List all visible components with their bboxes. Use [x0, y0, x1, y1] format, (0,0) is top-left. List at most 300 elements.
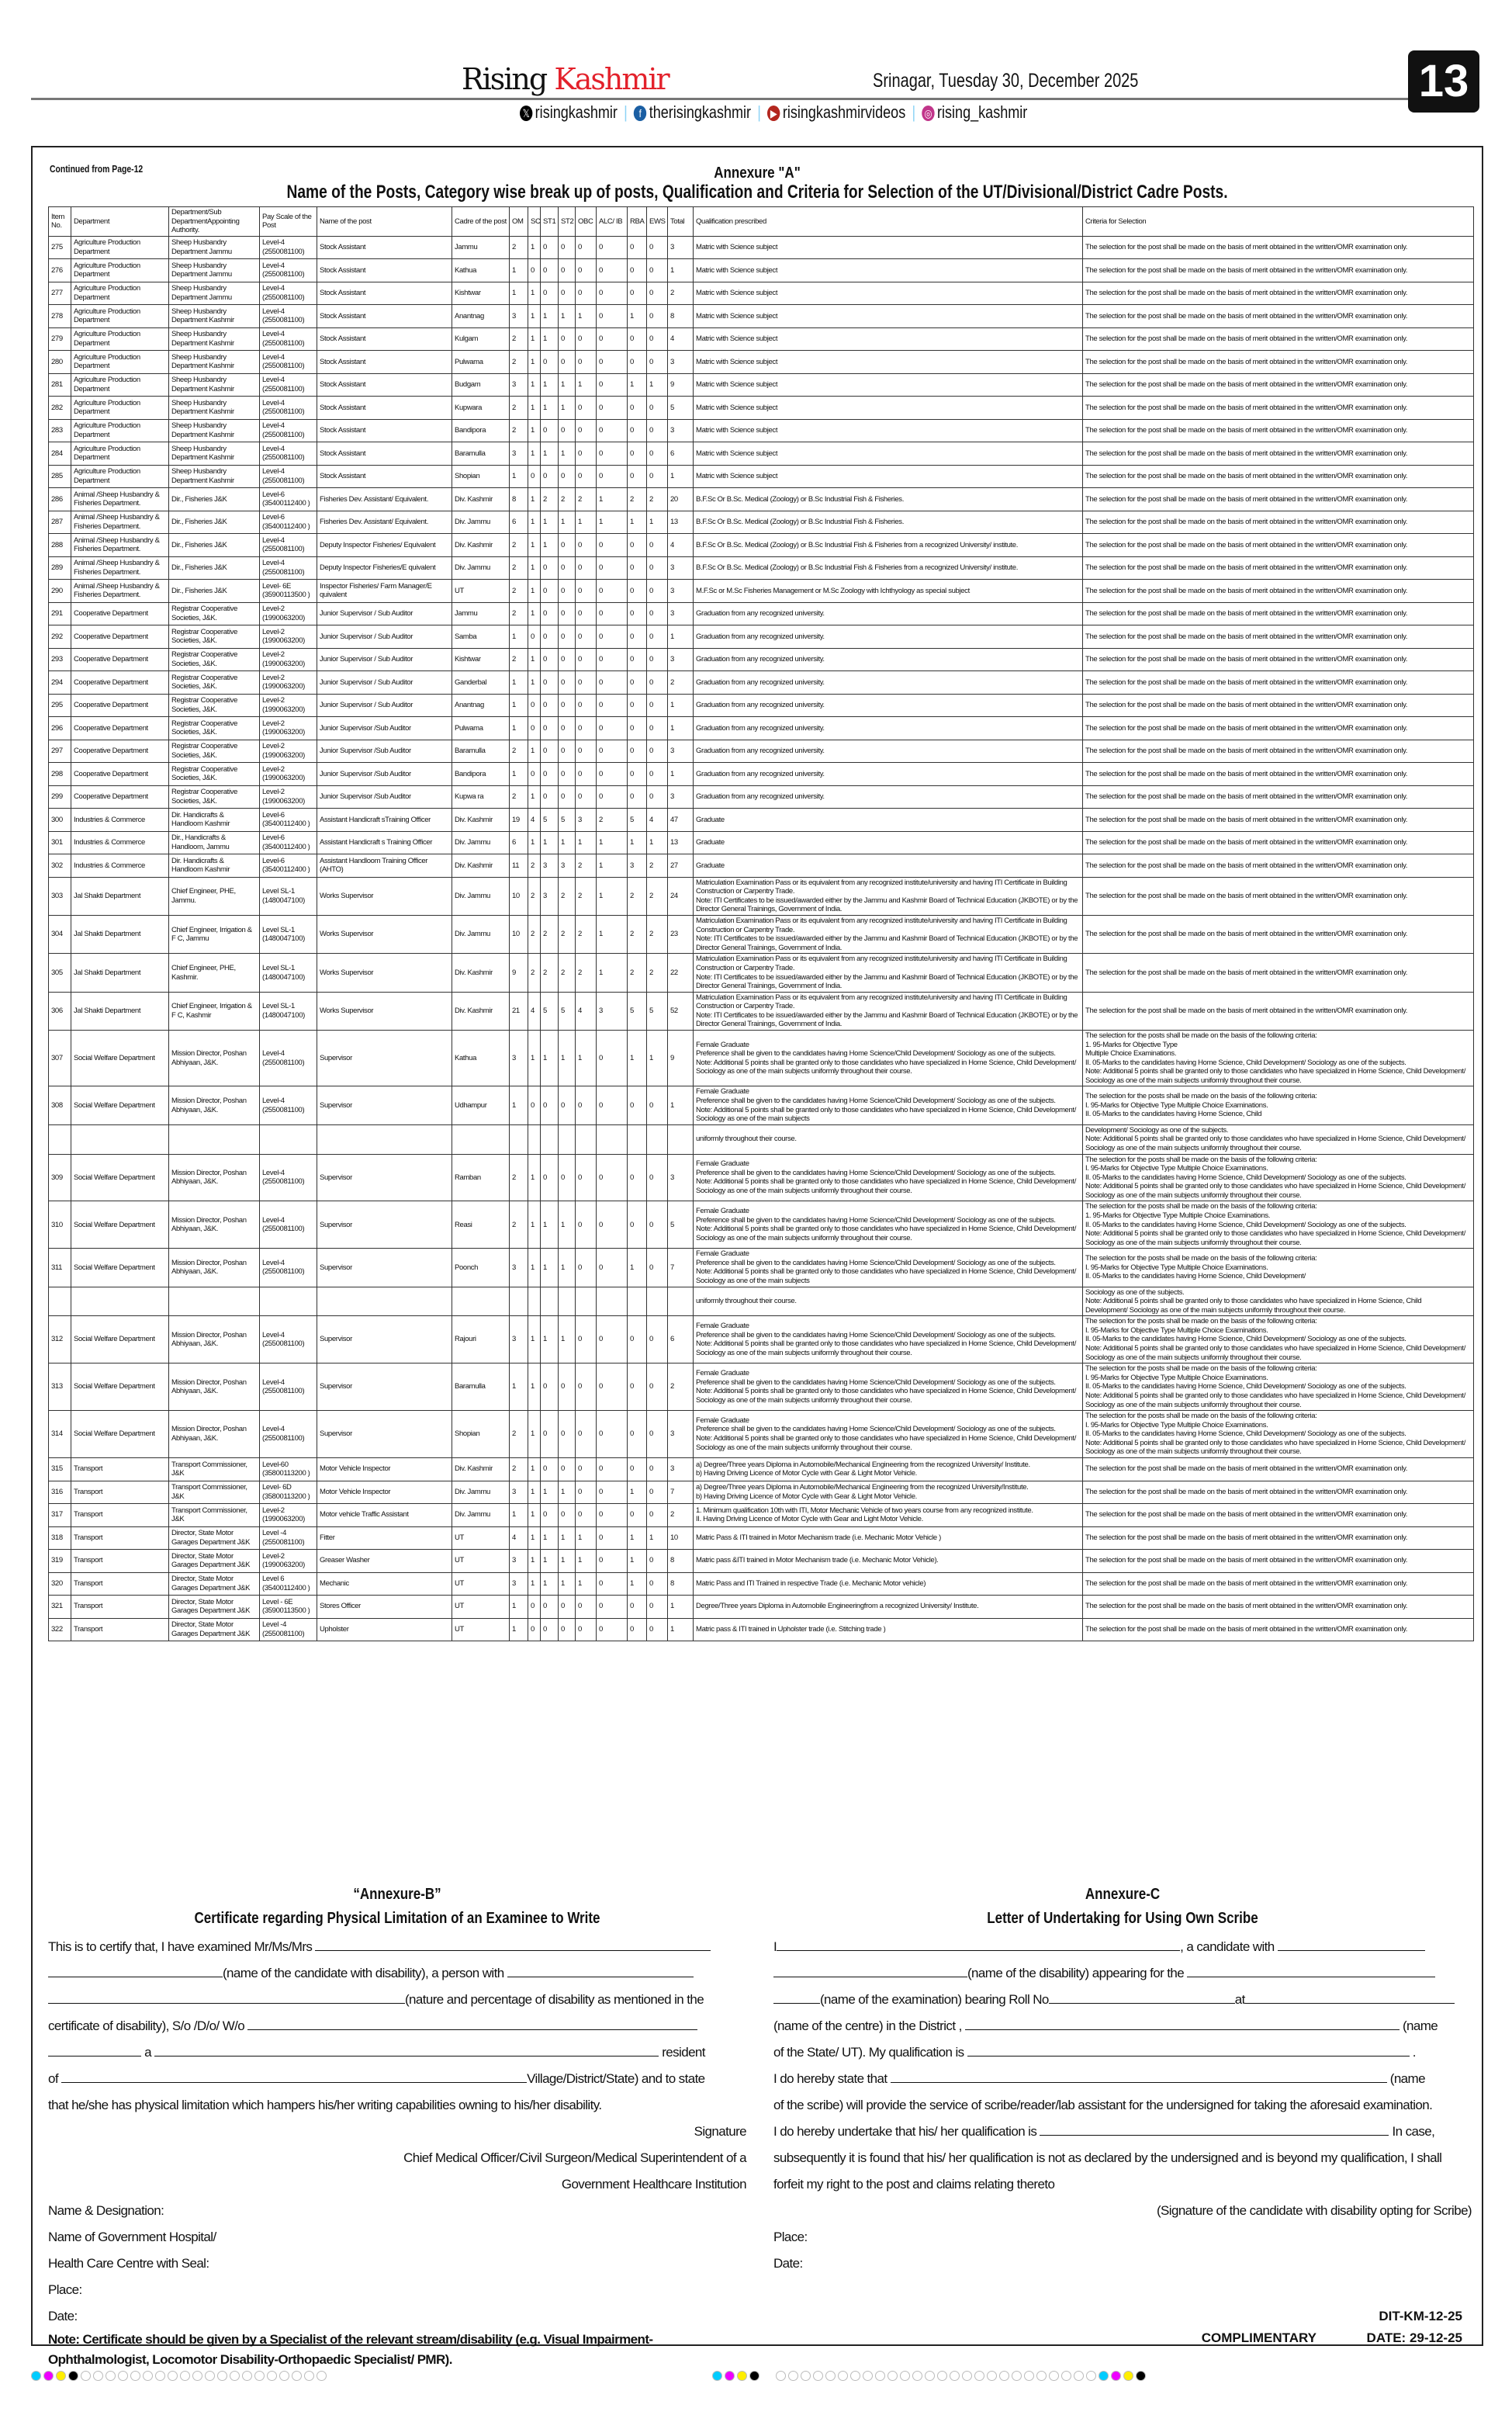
table-cell: 2	[559, 954, 576, 992]
table-cell: 0	[628, 1618, 647, 1641]
table-cell: Level-4 (2550081100)	[260, 1086, 317, 1124]
table-cell: The selection for the post shall be made on the basis of merit obtained in the written/OMR examination only.	[1083, 282, 1474, 305]
table-cell: 1	[528, 1249, 541, 1287]
table-cell: Junior Supervisor / Sub Auditor	[317, 602, 452, 625]
table-cell: 0	[647, 351, 668, 374]
table-cell: 0	[628, 671, 647, 695]
table-cell: 308	[49, 1086, 71, 1124]
table-cell: 309	[49, 1154, 71, 1201]
table-cell: 0	[647, 1504, 668, 1527]
table-cell	[597, 1124, 628, 1154]
table-cell: 0	[628, 1316, 647, 1363]
table-cell: 2	[510, 1411, 528, 1458]
table-cell: Social Welfare Department	[71, 1086, 169, 1124]
table-cell: 1	[559, 511, 576, 534]
table-cell: 0	[576, 671, 597, 695]
table-cell: 1	[597, 916, 628, 954]
table-row	[49, 740, 1474, 763]
social-youtube[interactable]	[767, 102, 905, 123]
table-cell: Div. Jammu	[452, 831, 510, 854]
table-cell: 1	[559, 442, 576, 466]
table-cell: 1	[559, 1526, 576, 1550]
table-cell: 1	[628, 511, 647, 534]
table-cell	[628, 1124, 647, 1154]
column-header: ST1	[541, 207, 559, 237]
table-cell: UT	[452, 1596, 510, 1619]
table-row	[49, 602, 1474, 625]
table-row	[49, 465, 1474, 488]
table-cell: 1	[528, 282, 541, 305]
table-cell: 319	[49, 1550, 71, 1573]
table-row	[49, 1124, 1474, 1154]
table-cell: 0	[647, 1411, 668, 1458]
table-cell: Mission Director, Poshan Abhiyaan, J&K.	[169, 1154, 260, 1201]
table-cell: 2	[510, 1154, 528, 1201]
table-cell: Graduation from any recognized university.	[694, 602, 1083, 625]
table-cell: 1	[528, 511, 541, 534]
table-cell: 0	[628, 1201, 647, 1249]
table-cell: 6	[668, 442, 694, 466]
table-cell: 1	[541, 373, 559, 397]
table-cell: Junior Supervisor / Sub Auditor	[317, 625, 452, 649]
table-cell: The selection for the post shall be made on the basis of merit obtained in the written/OMR examination only.	[1083, 992, 1474, 1030]
table-row	[49, 1618, 1474, 1641]
table-cell: 0	[576, 534, 597, 557]
table-cell: 1	[628, 1550, 647, 1573]
logo-kashmir: Kashmir	[554, 62, 669, 96]
table-cell: Level-4 (2550081100)	[260, 327, 317, 351]
table-cell: 0	[559, 419, 576, 442]
table-cell: Baramulla	[452, 740, 510, 763]
table-cell: 7	[668, 1249, 694, 1287]
table-cell: a) Degree/Three years Diploma in Automobile/Mechanical Engineering from the recognized University/ Institute. b) Having Driving Licence of Motor Cycle with Gear & Light Motor Vehicle.	[694, 1458, 1083, 1481]
table-cell: 1	[628, 1249, 647, 1287]
table-cell: 2	[647, 488, 668, 511]
table-cell: Supervisor	[317, 1201, 452, 1249]
annexure-b-label: “Annexure-B”	[353, 1886, 441, 1903]
table-cell: 1	[668, 465, 694, 488]
table-cell: 2	[541, 488, 559, 511]
table-cell: 1	[559, 373, 576, 397]
table-cell: 0	[541, 625, 559, 649]
table-cell	[541, 1124, 559, 1154]
table-cell: 0	[576, 397, 597, 420]
table-cell: 6	[510, 831, 528, 854]
table-cell: 310	[49, 1201, 71, 1249]
table-cell: 0	[597, 1316, 628, 1363]
table-cell: Graduation from any recognized university.	[694, 763, 1083, 786]
table-cell: 19	[510, 809, 528, 832]
table-cell: Level -4 (2550081100)	[260, 1618, 317, 1641]
table-cell: 301	[49, 831, 71, 854]
table-cell: Upholster	[317, 1618, 452, 1641]
table-cell: 1	[528, 1526, 541, 1550]
table-cell: Level-6 (35400112400 )	[260, 511, 317, 534]
table-cell: Graduate	[694, 854, 1083, 878]
table-cell	[452, 1287, 510, 1316]
table-cell: Level-4 (2550081100)	[260, 351, 317, 374]
column-header: RBA	[628, 207, 647, 237]
table-cell: 0	[597, 1458, 628, 1481]
table-cell: 1	[528, 1154, 541, 1201]
table-cell: Matric with Science subject	[694, 351, 1083, 374]
table-cell: Kupwara	[452, 397, 510, 420]
table-cell: 0	[647, 1596, 668, 1619]
social-facebook[interactable]	[634, 102, 751, 123]
table-cell: 0	[628, 465, 647, 488]
table-cell: 0	[576, 1086, 597, 1124]
youtube-icon: ▶	[767, 106, 780, 121]
table-cell: 1	[559, 397, 576, 420]
table-cell: 0	[541, 1086, 559, 1124]
table-cell: 0	[628, 1363, 647, 1411]
table-row	[49, 1550, 1474, 1573]
table-cell: 2	[510, 397, 528, 420]
table-cell: Registrar Cooperative Societies, J&K.	[169, 625, 260, 649]
continued-label: Continued from Page-12	[50, 163, 144, 175]
table-cell: 0	[597, 1504, 628, 1527]
field-label: Date:	[773, 2256, 803, 2271]
table-cell: Sheep Husbandry Department Kashmir	[169, 327, 260, 351]
table-cell: Cooperative Department	[71, 625, 169, 649]
table-cell: 0	[597, 419, 628, 442]
social-x[interactable]	[520, 102, 618, 123]
table-cell: Udhampur	[452, 1086, 510, 1124]
social-instagram[interactable]	[922, 102, 1027, 123]
table-cell: The selection for the post shall be made on the basis of merit obtained in the written/OMR examination only.	[1083, 534, 1474, 557]
table-cell: Div. Jammu	[452, 511, 510, 534]
table-cell: 1	[528, 1572, 541, 1596]
table-cell: Level-2 (1990063200)	[260, 785, 317, 809]
facebook-icon: f	[634, 106, 646, 121]
table-cell: Supervisor	[317, 1086, 452, 1124]
table-cell: Jal Shakti Department	[71, 916, 169, 954]
table-cell: Development/ Sociology as one of the subjects. Note: Additional 5 points shall be granted only to those candidates who have specialized in Home Science, Child Development/ Sociology as one of the main subjects uniformly throughout their course.	[1083, 1124, 1474, 1154]
table-cell	[510, 1124, 528, 1154]
table-cell: 322	[49, 1618, 71, 1641]
table-cell: Matric with Science subject	[694, 397, 1083, 420]
table-cell: Social Welfare Department	[71, 1411, 169, 1458]
table-cell: 0	[576, 602, 597, 625]
signature-label: Signature	[694, 2124, 746, 2139]
table-cell: Level-2 (1990063200)	[260, 694, 317, 717]
table-cell: 0	[559, 1086, 576, 1124]
table-cell: 0	[576, 465, 597, 488]
table-cell: The selection for the post shall be made on the basis of merit obtained in the written/OMR examination only.	[1083, 419, 1474, 442]
table-cell: The selection for the post shall be made on the basis of merit obtained in the written/OMR examination only.	[1083, 236, 1474, 259]
table-cell: 275	[49, 236, 71, 259]
table-cell: Agriculture Production Department	[71, 419, 169, 442]
table-cell: 313	[49, 1363, 71, 1411]
table-cell: The selection for the post shall be made on the basis of merit obtained in the written/OMR examination only.	[1083, 511, 1474, 534]
table-cell: Transport	[71, 1481, 169, 1504]
table-cell	[260, 1287, 317, 1316]
table-cell: 0	[559, 740, 576, 763]
table-cell: Matric with Science subject	[694, 259, 1083, 282]
table-cell: 0	[559, 602, 576, 625]
table-cell: 1	[576, 1526, 597, 1550]
table-cell: Animal /Sheep Husbandry & Fisheries Department.	[71, 488, 169, 511]
table-cell: 1. Minimum qualification 10th with ITI, Motor Mechanic Vehicle of two years course from any recognized institute. II. Having Driving Licence of Motor Cycle with Gear and Light Motor Vehicle.	[694, 1504, 1083, 1527]
table-cell: Stock Assistant	[317, 465, 452, 488]
annexure-a-title: Name of the Posts, Category wise break up of posts, Qualification and Criteria for Selection of the UT/Divisional/District Cadre Posts.	[286, 182, 1228, 203]
table-cell: 3	[510, 1481, 528, 1504]
table-cell: 1	[597, 954, 628, 992]
table-cell: Agriculture Production Department	[71, 305, 169, 328]
table-cell: 1	[528, 419, 541, 442]
table-cell: Director, State Motor Garages Department J&K	[169, 1572, 260, 1596]
table-cell: 0	[576, 1201, 597, 1249]
table-cell: 303	[49, 877, 71, 915]
column-header: Criteria for Selection	[1083, 207, 1474, 237]
table-cell: Level-4 (2550081100)	[260, 1316, 317, 1363]
table-cell: UT	[452, 1526, 510, 1550]
table-cell: 0	[541, 259, 559, 282]
table-row	[49, 694, 1474, 717]
table-cell: 3	[668, 580, 694, 603]
table-cell: 0	[647, 1550, 668, 1573]
table-cell: Reasi	[452, 1201, 510, 1249]
table-cell: 0	[559, 259, 576, 282]
field-label: Place:	[48, 2282, 82, 2297]
table-cell: 287	[49, 511, 71, 534]
table-cell: 2	[668, 282, 694, 305]
table-cell: 0	[647, 1572, 668, 1596]
table-cell: Level-4 (2550081100)	[260, 556, 317, 580]
table-cell: 0	[576, 1596, 597, 1619]
table-cell: Level-2 (1990063200)	[260, 602, 317, 625]
table-cell: 0	[576, 351, 597, 374]
table-cell: 0	[559, 671, 576, 695]
table-cell: 0	[597, 1154, 628, 1201]
table-cell: 9	[510, 954, 528, 992]
table-cell: 0	[559, 1618, 576, 1641]
table-cell: Works Supervisor	[317, 916, 452, 954]
table-cell: Social Welfare Department	[71, 1363, 169, 1411]
table-cell: Graduation from any recognized university.	[694, 694, 1083, 717]
table-cell: 0	[628, 1086, 647, 1124]
table-cell: UT	[452, 1550, 510, 1573]
table-cell: Anantnag	[452, 694, 510, 717]
text: (nature and percentage of disability as mentioned in the	[405, 1992, 704, 2007]
table-cell: 1	[668, 259, 694, 282]
table-cell: 311	[49, 1249, 71, 1287]
table-cell: 0	[597, 373, 628, 397]
table-cell: Dir. Handicrafts & Handloom Kashmir	[169, 854, 260, 878]
table-cell	[71, 1287, 169, 1316]
table-cell: Chief Engineer, Irrigation & F C, Kashmir	[169, 992, 260, 1030]
table-cell: 1	[510, 671, 528, 695]
table-cell: 299	[49, 785, 71, 809]
table-cell: 0	[597, 1572, 628, 1596]
table-cell: 0	[597, 305, 628, 328]
text: Chief Medical Officer/Civil Surgeon/Medical Superintendent of a	[403, 2150, 746, 2165]
table-cell: Social Welfare Department	[71, 1316, 169, 1363]
table-cell: Agriculture Production Department	[71, 373, 169, 397]
table-cell: Stock Assistant	[317, 305, 452, 328]
table-cell: Inspector Fisheries/ Farm Manager/E quivalent	[317, 580, 452, 603]
table-cell: 0	[576, 1618, 597, 1641]
note: Note: Certificate should be given by a Specialist of the relevant stream/disability (e.g. Visual Impairment-Ophthalmologist, Locomotor Disability-Orthopaedic Specialist/ PMR).	[48, 2332, 653, 2367]
table-cell: 0	[647, 648, 668, 671]
table-cell: 0	[597, 351, 628, 374]
table-cell: 3	[510, 1572, 528, 1596]
table-cell: Cooperative Department	[71, 648, 169, 671]
table-cell	[49, 1124, 71, 1154]
table-cell: The selection for the post shall be made on the basis of merit obtained in the written/OMR examination only.	[1083, 717, 1474, 740]
instagram-icon: ◎	[922, 106, 934, 121]
table-cell: 0	[541, 465, 559, 488]
table-cell: 1	[510, 1086, 528, 1124]
table-cell: Mission Director, Poshan Abhiyaan, J&K.	[169, 1363, 260, 1411]
table-cell: 1	[541, 1030, 559, 1086]
table-cell: 0	[576, 282, 597, 305]
table-cell: 3	[668, 740, 694, 763]
table-cell: 1	[541, 397, 559, 420]
table-cell: Graduation from any recognized university.	[694, 625, 1083, 649]
table-cell: 0	[541, 785, 559, 809]
table-cell: 304	[49, 916, 71, 954]
table-cell: 1	[541, 1572, 559, 1596]
table-cell: 2	[510, 534, 528, 557]
table-cell: 291	[49, 602, 71, 625]
table-cell: Registrar Cooperative Societies, J&K.	[169, 671, 260, 695]
table-cell: Female Graduate Preference shall be given to the candidates having Home Science/Child Development/ Sociology as one of the subjects. Note: Additional 5 points shall be granted only to those candidates who have specialized in Home Science, Child Development/ Sociology as one of the main subjects	[694, 1249, 1083, 1287]
field-label: Name & Designation:	[48, 2203, 164, 2218]
table-cell: 0	[628, 419, 647, 442]
table-cell: 298	[49, 763, 71, 786]
table-cell: 1	[597, 854, 628, 878]
table-cell: Registrar Cooperative Societies, J&K.	[169, 694, 260, 717]
table-cell: uniformly throughout their course.	[694, 1124, 1083, 1154]
text: certificate of disability), S/o /D/o/ W/o	[48, 2018, 245, 2033]
text: , a candidate with	[1180, 1939, 1275, 1954]
table-cell: Level-2 (1990063200)	[260, 1504, 317, 1527]
table-cell: 0	[647, 1154, 668, 1201]
table-cell: 0	[559, 282, 576, 305]
table-cell: 0	[647, 1481, 668, 1504]
table-cell: 0	[576, 1481, 597, 1504]
table-cell: 0	[541, 1458, 559, 1481]
table-cell: Div. Kashmir	[452, 534, 510, 557]
table-cell: Graduate	[694, 809, 1083, 832]
table-cell: 3	[668, 351, 694, 374]
table-row	[49, 1287, 1474, 1316]
table-cell: Level-2 (1990063200)	[260, 1550, 317, 1573]
table-cell: 2	[597, 809, 628, 832]
table-cell	[597, 1287, 628, 1316]
table-cell: 1	[559, 1572, 576, 1596]
table-cell: 1	[528, 1030, 541, 1086]
table-cell: Social Welfare Department	[71, 1154, 169, 1201]
table-cell: 0	[647, 1249, 668, 1287]
table-cell: 1	[541, 1316, 559, 1363]
table-cell: 314	[49, 1411, 71, 1458]
table-cell: Level SL-1 (1480047100)	[260, 954, 317, 992]
table-cell: Level-2 (1990063200)	[260, 625, 317, 649]
table-cell: 0	[528, 694, 541, 717]
table-cell: Transport	[71, 1526, 169, 1550]
table-cell: 0	[628, 351, 647, 374]
table-cell: 0	[628, 580, 647, 603]
table-cell: Dir., Fisheries J&K	[169, 488, 260, 511]
table-cell: 0	[576, 785, 597, 809]
table-cell: 1	[559, 831, 576, 854]
table-cell: 5	[628, 809, 647, 832]
table-cell: Agriculture Production Department	[71, 397, 169, 420]
table-cell	[528, 1287, 541, 1316]
table-cell: 1	[510, 259, 528, 282]
table-cell: 297	[49, 740, 71, 763]
table-cell: 0	[628, 1504, 647, 1527]
table-cell: 1	[528, 236, 541, 259]
table-cell: 278	[49, 305, 71, 328]
annexures	[33, 1886, 1482, 2367]
table-cell: Director, State Motor Garages Department J&K	[169, 1550, 260, 1573]
text: Government Healthcare Institution	[561, 2177, 746, 2192]
table-cell: 0	[597, 694, 628, 717]
table-row	[49, 580, 1474, 603]
table-cell: Cooperative Department	[71, 763, 169, 786]
table-cell: Junior Supervisor / Sub Auditor	[317, 648, 452, 671]
table-cell: 281	[49, 373, 71, 397]
table-cell: UT	[452, 1572, 510, 1596]
table-cell: The selection for the post shall be made on the basis of merit obtained in the written/OMR examination only.	[1083, 580, 1474, 603]
table-row	[49, 785, 1474, 809]
table-cell: Chief Engineer, PHE, Kashmir.	[169, 954, 260, 992]
table-cell: Dir. Handicrafts & Handloom Kashmir	[169, 809, 260, 832]
text: In case,	[1392, 2124, 1435, 2139]
table-cell: 0	[576, 625, 597, 649]
table-cell: 0	[647, 442, 668, 466]
table-cell: 2	[510, 1458, 528, 1481]
table-cell: 1	[528, 740, 541, 763]
table-cell: 0	[559, 327, 576, 351]
table-cell: 1	[668, 1086, 694, 1124]
table-cell: The selection for the posts shall be made on the basis of the following criteria: 1. 95-Marks for Objective Type Multiple Choice Examinations. II. 05-Marks to the candidates having Home Science, Child Development/ Sociology as one of the subjects. Note: Additional 5 points shall be granted only to those candidates who have specialized in Home Science, Child Development/ Sociology as one of the main subjects uniformly throughout their course.	[1083, 1201, 1474, 1249]
table-cell: 1	[528, 831, 541, 854]
table-cell: 317	[49, 1504, 71, 1527]
table-cell: 1	[510, 282, 528, 305]
table-cell: 1	[528, 1550, 541, 1573]
table-cell: 0	[559, 580, 576, 603]
table-cell: 0	[628, 534, 647, 557]
table-cell: Matric Pass and ITI Trained in respective Trade (i.e. Mechanic Motor vehicle)	[694, 1572, 1083, 1596]
table-cell: Agriculture Production Department	[71, 465, 169, 488]
table-cell: Matriculation Examination Pass or its equivalent from any recognized institute/university and having ITI Certificate in Building Construction or Carpentry Trade. Note: ITI Certificates to be issued/awarded either by the Jammu and Kashmir Board of Technical Education (JKBOTE) or by the Director General Trainings, Government of India.	[694, 877, 1083, 915]
table-cell: 3	[668, 602, 694, 625]
column-header: ST2	[559, 207, 576, 237]
table-row	[49, 351, 1474, 374]
table-cell: 1	[510, 763, 528, 786]
table-cell: Fisheries Dev. Assistant/ Equivalent.	[317, 488, 452, 511]
table-cell: 0	[597, 1201, 628, 1249]
table-cell: Matric pass &ITI trained in Motor Mechanism trade (i.e. Mechanic Motor Vehicle).	[694, 1550, 1083, 1573]
table-cell: a) Degree/Three years Diploma in Automobile/Mechanical Engineering from the recognized University/Institute. b) Having Driving Licence of Motor Cycle with Gear & Light Motor Vehicle.	[694, 1481, 1083, 1504]
column-header: OM	[510, 207, 528, 237]
table-cell: 6	[668, 1316, 694, 1363]
table-cell: 8	[668, 1550, 694, 1573]
table-cell: Div. Jammu	[452, 877, 510, 915]
registration-marks	[712, 2371, 759, 2382]
table-cell: Div. Kashmir	[452, 954, 510, 992]
table-cell: Matric with Science subject	[694, 465, 1083, 488]
table-cell: 2	[647, 954, 668, 992]
table-cell: 0	[647, 236, 668, 259]
table-cell: 9	[668, 373, 694, 397]
table-cell: 1	[668, 625, 694, 649]
table-cell: 0	[528, 625, 541, 649]
